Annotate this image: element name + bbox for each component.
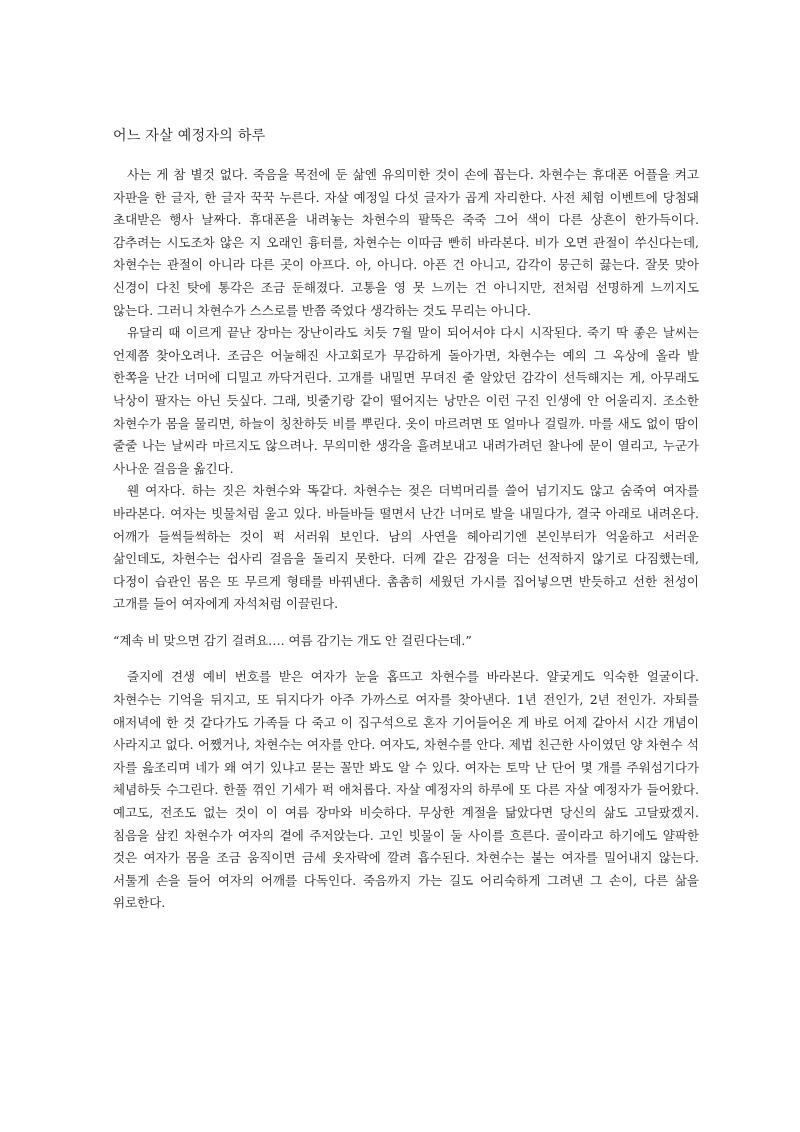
dialogue-line: “계속 비 맞으면 감기 걸려요…. 여름 감기는 개도 안 걸린다는데.”: [113, 632, 472, 648]
document-title: 어느 자살 예정자의 하루: [113, 128, 266, 144]
paragraph-3: 웬 여자다. 하는 짓은 차현수와 똑같다. 차현수는 젖은 더벅머리를 쓸어 넘기지도 않고 숨죽여 여자를 바라본다. 여자는 빗물처럼 울고 있다. 바들바들 떨면서 난간 너머로 발을 내밀다가, 결국 아래로 내려온다. 어깨가 들썩들썩하는 것이 퍽 서러워 보인다. 남의 사연을 헤아리기엔 본인부터가 억울하고 서러운 삶인데도, 차현수는 쉽사리 걸음을 돌리지 못한다. 더께 같은 감정을 더는 선적하지 않기로 다짐했는데, 다정이 습관인 몸은 또 무르게 형태를 바꿔낸다. 촘촘히 세웠던 가시를 집어넣으면 반듯하고 선한 천성이 고개를 들어 여자에게 자석처럼 이끌린다.: [113, 483, 699, 612]
paragraph-2: 유달리 때 이르게 끝난 장마는 장난이라도 치듯 7월 말이 되어서야 다시 시작된다. 죽기 딱 좋은 날씨는 언제쯤 찾아오려나. 조금은 어눌해진 사고회로가 무감하게 돌아가면, 차현수는 예의 그 옥상에 올라 발 한쪽을 난간 너머에 디밀고 까닥거린다. 고개를 내밀면 무뎌진 줄 알았던 감각이 선득해지는 게, 아무래도 낙상이 팔자는 아닌 듯싶다. 그래, 빗줄기랑 같이 떨어지는 낭만은 이런 구진 인생에 안 어울리지. 조소한 차현수가 몸을 물리면, 하늘이 칭찬하듯 비를 뿌린다. 옷이 마르려면 또 얼마나 걸릴까. 마를 새도 없이 땀이 줄줄 나는 날씨라 마르지도 않으려나. 무의미한 생각을 흘려보내고 내려가려던 찰나에 문이 열리고, 누군가 사나운 걸음을 옮긴다.: [113, 325, 699, 476]
paragraph-4: 즐지에 견생 예비 번호를 받은 여자가 눈을 홉뜨고 차현수를 바라본다. 얄궂게도 익숙한 얼굴이다. 차현수는 기억을 뒤지고, 또 뒤지다가 아주 가까스로 여자를 찾아낸다. 1년 전인가, 2년 전인가. 자퇴를 애저녁에 한 것 같다가도 가족들 다 죽고 이 집구석으로 혼자 기어들어온 게 바로 어제 같아서 시간 개념이 사라지고 없다. 어쨌거나, 차현수는 여자를 안다. 여자도, 차현수를 안다. 제법 친근한 사이였던 양 차현수 석 자를 읊조리며 네가 왜 여기 있냐고 묻는 꼴만 봐도 알 수 있다. 여자는 토막 난 단어 몇 개를 주워섬기다가 체념하듯 수그린다. 한풀 꺾인 기세가 퍽 애처롭다. 자살 예정자의 하루에 또 다른 자살 예정자가 들어왔다. 예고도, 전조도 없는 것이 이 여름 장마와 비슷하다. 무상한 계절을 닮았다면 당신의 삶도 고달팠겠지. 침음을 삼킨 차현수가 여자의 곁에 주저앉는다. 고인 빗물이 둘 사이를 흐른다. 골이라고 하기에도 얄팍한 것은 여자가 몸을 조금 움직이면 금세 옷자락에 깔려 흡수된다. 차현수는 붙는 여자를 밀어내지 않는다. 서툴게 손을 들어 여자의 어깨를 다독인다. 죽음까지 가는 길도 어리숙하게 그려낸 그 손이, 다른 삶을 위로한다.: [113, 669, 699, 911]
document-page: [113, 126, 699, 915]
paragraph-1: 사는 게 참 별것 없다. 죽음을 목전에 둔 삶엔 유의미한 것이 손에 꼽는다. 차현수는 휴대폰 어플을 켜고 자판을 한 글자, 한 글자 꾹꾹 누른다. 자살 예정일 다섯 글자가 곱게 자리한다. 사전 체험 이벤트에 당첨돼 초대받은 행사 날짜다. 휴대폰을 내려놓는 차현수의 팔뚝은 죽죽 그어 색이 다른 상흔이 한가득이다. 감추려는 시도조차 않은 지 오래인 흉터를, 차현수는 이따금 빤히 바라본다. 비가 오면 관절이 쑤신다는데, 차현수는 관절이 아니라 다른 곳이 아프다. 아, 아니다. 아픈 건 아니고, 감각이 뭉근히 끓는다. 잘못 맞아 신경이 다친 탓에 통각은 조금 둔해졌다. 고통을 영 못 느끼는 건 아니지만, 전처럼 선명하게 느끼지도 않는다. 그러니 차현수가 스스로를 반쯤 죽었다 생각하는 것도 무리는 아니다.: [113, 167, 699, 318]
